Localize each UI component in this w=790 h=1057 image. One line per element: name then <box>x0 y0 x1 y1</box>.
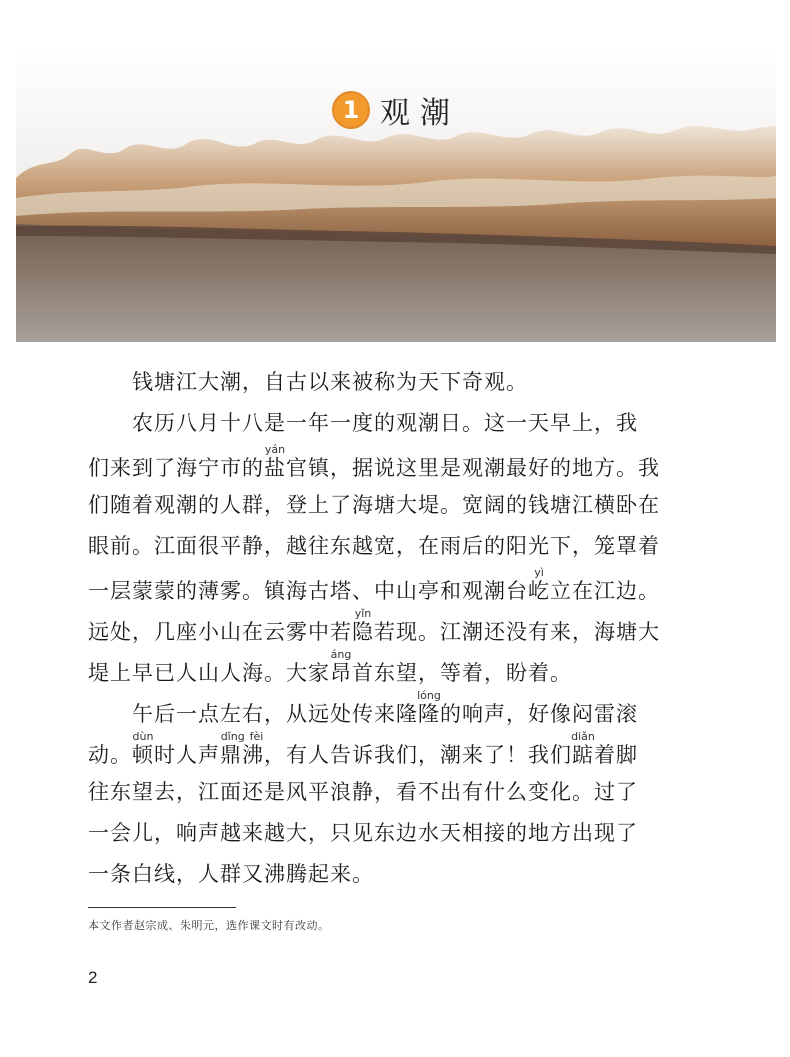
text-line <box>88 608 668 649</box>
pinyin-label: yǐn <box>352 607 374 620</box>
pinyin-annotation <box>352 607 374 644</box>
lesson-header <box>16 88 776 132</box>
text-line <box>88 690 668 731</box>
footnote: 本文作者赵宗成、朱明元，选作课文时有改动。 <box>88 919 330 932</box>
pinyin-annotation <box>132 730 154 767</box>
ruby-base: 隐 <box>352 620 374 644</box>
pinyin-annotation <box>571 730 595 767</box>
pinyin-label: diǎn <box>571 730 595 743</box>
text-segment: 官镇，据说这里是观潮最好的地方。我 <box>286 456 660 480</box>
text-segment: 午后一点左右，从远处传来隆 <box>132 702 418 726</box>
ruby-base: 顿 <box>132 743 154 767</box>
pinyin-annotation <box>264 443 286 480</box>
text-line: 们随着观潮的人群，登上了海塘大堤。宽阔的钱塘江横卧在 <box>88 493 660 517</box>
text-line <box>88 444 668 485</box>
text-line <box>88 731 668 772</box>
text-segment: 若现。江潮还没有来，海塘大 <box>374 620 660 644</box>
lesson-title: 观潮 <box>380 96 460 131</box>
ruby-base: 踮 <box>571 743 595 767</box>
pinyin-annotation <box>330 648 352 685</box>
text-segment: 们来到了海宁市的 <box>88 456 264 480</box>
text-line: 钱塘江大潮，自古以来被称为天下奇观。 <box>132 370 528 394</box>
text-segment: 立在江边。 <box>550 579 660 603</box>
text-line: 一会儿，响声越来越大，只见东边水天相接的地方出现了 <box>88 821 638 845</box>
lesson-number-badge: 1 <box>332 91 370 129</box>
pinyin-annotation <box>528 566 550 603</box>
page-number: 2 <box>88 968 98 987</box>
text-segment: ，有人告诉我们，潮来了！我们 <box>264 743 572 767</box>
text-segment: 着脚 <box>594 743 638 767</box>
text-segment: 时人声 <box>154 743 220 767</box>
text-line <box>88 649 668 690</box>
pinyin-label: yì <box>528 566 550 579</box>
ruby-base: 隆 <box>417 702 441 726</box>
pinyin-label: dùn <box>132 730 154 743</box>
text-segment: 的响声，好像闷雷滚 <box>440 702 638 726</box>
ruby-base: 昂 <box>330 661 352 685</box>
text-line: 眼前。江面很平静，越往东越宽，在雨后的阳光下，笼罩着 <box>88 534 660 558</box>
text-line: 一条白线，人群又沸腾起来。 <box>88 862 374 886</box>
text-segment: 首东望，等着，盼着。 <box>352 661 572 685</box>
pinyin-label: áng <box>330 648 352 661</box>
pinyin-annotation <box>220 730 264 767</box>
text-line: 农历八月十八是一年一度的观潮日。这一天早上，我 <box>132 411 638 435</box>
pinyin-label: dǐng fèi <box>220 730 264 743</box>
ruby-base: 鼎沸 <box>220 743 264 767</box>
pinyin-annotation <box>417 689 441 726</box>
text-segment: 远处，几座小山在云雾中若 <box>88 620 352 644</box>
text-segment: 堤上早已人山人海。大家 <box>88 661 330 685</box>
ruby-base: 屹 <box>528 579 550 603</box>
text-segment: 一层蒙蒙的薄雾。镇海古塔、中山亭和观潮台 <box>88 579 528 603</box>
ruby-base: 盐 <box>264 456 286 480</box>
text-line <box>88 567 668 608</box>
pinyin-label: lóng <box>417 689 441 702</box>
lesson-body <box>88 362 668 895</box>
text-line: 往东望去，江面还是风平浪静，看不出有什么变化。过了 <box>88 780 638 804</box>
footnote-divider <box>88 907 236 908</box>
pinyin-label: yán <box>264 443 286 456</box>
hero-image <box>16 48 776 342</box>
text-segment: 动。 <box>88 743 132 767</box>
